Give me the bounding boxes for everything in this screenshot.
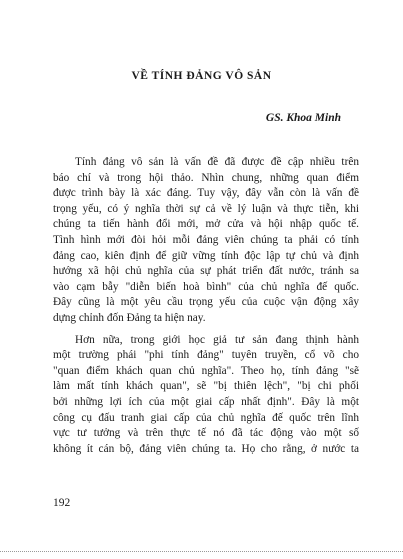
text-line: hướng xã hội chủ nghĩa của sự phát triển đất nước, tránh sa (53, 265, 359, 278)
page-edge-divider (0, 551, 403, 553)
text-line: Tình hình mới đòi hỏi mỗi đảng viên chúng ta phải có tính (53, 233, 359, 246)
text-line: Hơn nữa, trong giới học giả tư sản đang thịnh hành (75, 333, 359, 346)
page-number: 192 (53, 497, 71, 509)
text-line: được trình bày là xác đáng. Tuy vậy, đây vẫn còn là vấn đề (53, 187, 359, 200)
text-line: vực tư tưởng và trên thực tế nó đã tác động vào một số (53, 427, 359, 440)
text-line: Đây cũng là một yêu cầu trọng yếu của cuộc vận động xây (53, 296, 359, 309)
text-line: trọng yếu, có ý nghĩa thời sự cả về lý luận và thực tiễn, khi (53, 202, 359, 215)
text-line: dựng chỉnh đốn Đảng ta hiện nay. (53, 311, 206, 324)
text-line: làm mất tính khách quan", sẽ "bị thiên lệch", "bị chi phối (53, 380, 359, 393)
text-line: không ít cán bộ, đảng viên chúng ta. Họ cho rằng, ở nước ta (53, 442, 359, 455)
article-author: GS. Khoa Minh (265, 112, 341, 124)
text-line: công cụ đấu tranh giai cấp của chủ nghĩa đế quốc trên lĩnh (53, 411, 359, 424)
text-line: vào cạm bẫy "diễn biến hoà bình" của chủ nghĩa đế quốc. (53, 280, 359, 293)
text-line: "quan điểm khách quan chủ nghĩa". Theo họ, tính đảng "sẽ (53, 364, 359, 377)
article-body (53, 155, 359, 463)
text-line: báo chí và trong hội thảo. Nhìn chung, những quan điểm (53, 171, 359, 184)
paragraph-2 (53, 333, 359, 458)
text-line: chúng ta tiến hành đổi mới, mở cửa và hội nhập quốc tế. (53, 218, 359, 231)
paragraph-1 (53, 155, 359, 327)
text-line: Tính đảng vô sản là vấn đề đã được đề cập nhiều trên (75, 156, 359, 168)
text-line: đảng cao, kiên định để giữ vững tính độc lập tự chủ và định (53, 249, 359, 262)
text-line: bởi những lợi ích của một giai cấp nhất định". Đây là một (53, 395, 359, 408)
text-line: một trường phái "phi tính đảng" tuyên truyền, cổ võ cho (53, 349, 359, 362)
article-title: VỀ TÍNH ĐẢNG VÔ SẢN (131, 70, 272, 82)
